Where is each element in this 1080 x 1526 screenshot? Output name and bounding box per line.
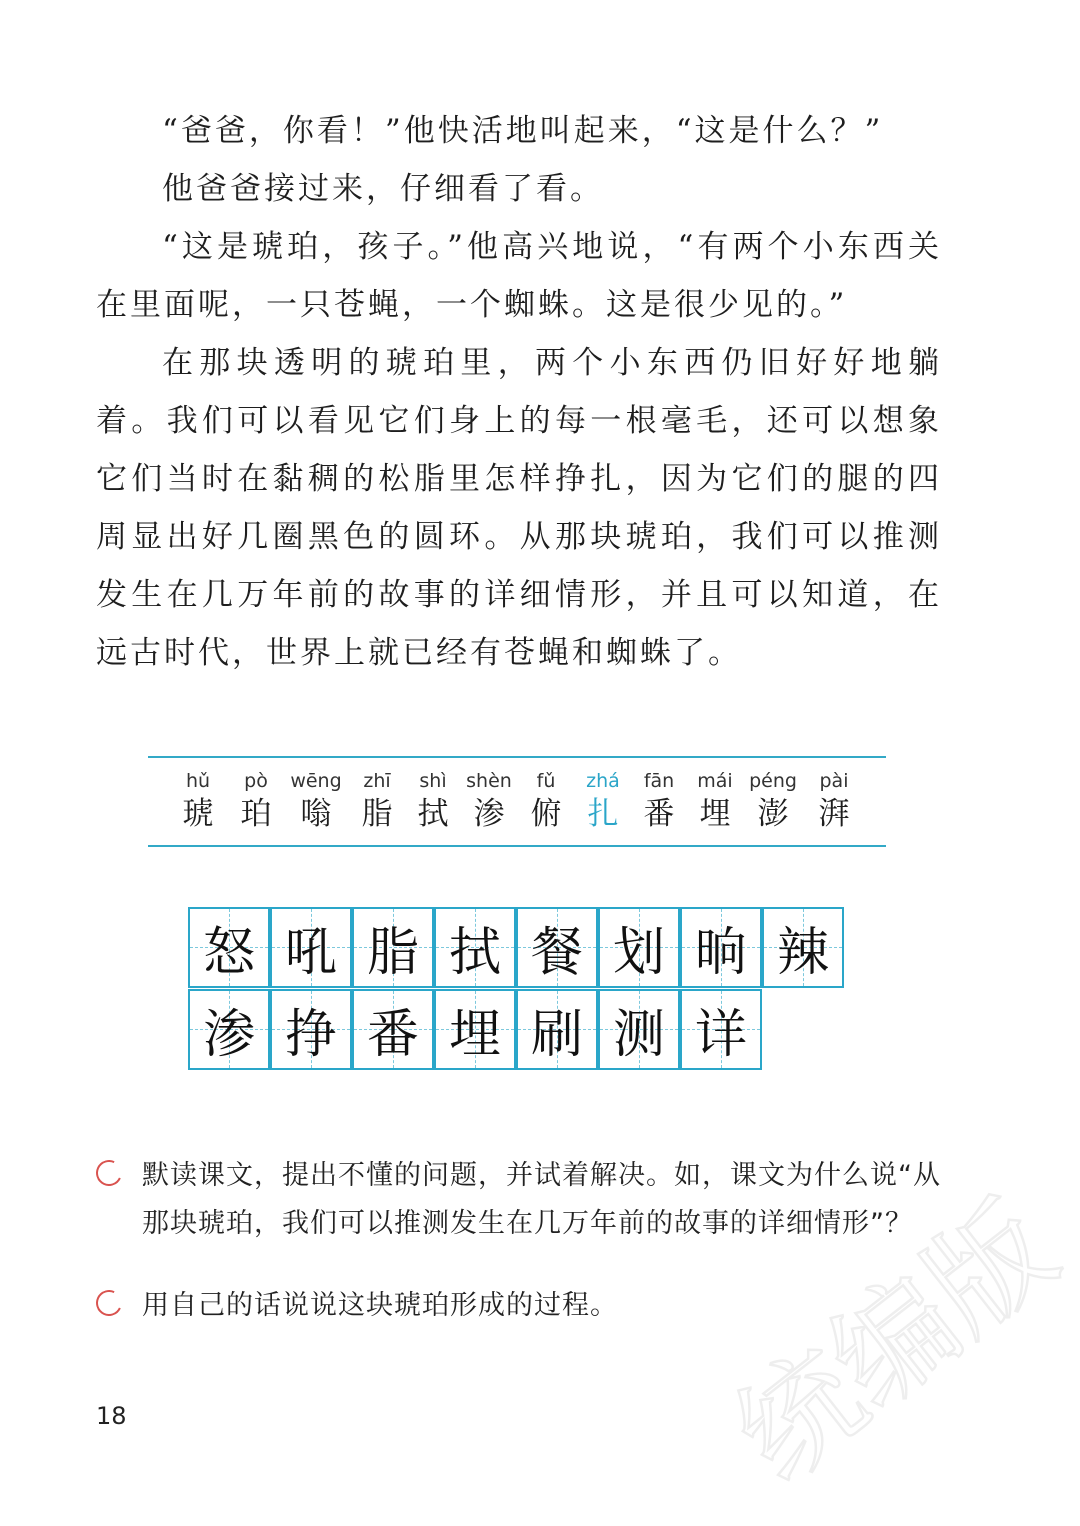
story-paragraph-1: “爸爸，你看！”他快活地叫起来，“这是什么？” (162, 113, 884, 149)
vocab-pinyin: wēng (290, 770, 342, 792)
grid-character: 拭 (448, 923, 501, 983)
grid-character: 详 (694, 1005, 747, 1065)
vocab-hanzi: 俯 (530, 796, 562, 832)
vocab-hanzi: 琥 (182, 796, 214, 832)
vocab-pinyin: hǔ (185, 770, 211, 792)
story-paragraph-3: “这是琥珀，孩子。”他高兴地说，“有两个小东西关在里面呢，一只苍蝇，一个蜘蛛。这是很少见的。” (96, 229, 942, 323)
writing-grid-cell (188, 907, 270, 988)
vocab-hanzi: 脂 (361, 796, 393, 832)
vocab-hanzi: 扎 (587, 796, 619, 832)
page-number: 18 (96, 1402, 127, 1430)
circle-bullet-icon (92, 1286, 125, 1319)
story-paragraph-4: 在那块透明的琥珀里，两个小东西仍旧好好地躺着。我们可以看见它们身上的每一根毫毛，还可以想象它们当时在黏稠的松脂里怎样挣扎，因为它们的腿的四周显出好几圈黑色的圆环。从那块琥珀，我们可以推测发生在几万年前的故事的详细情形，并且可以知道，在远古时代，世界上就已经有苍蝇和蜘蛛了。 (96, 345, 942, 671)
vocab-word-12 (799, 770, 869, 834)
grid-character: 怒 (202, 923, 255, 983)
vocab-word-11 (738, 770, 808, 834)
vocab-word-3 (281, 770, 351, 834)
watermark-logo (690, 1155, 1080, 1515)
vocab-hanzi: 澎 (757, 796, 789, 832)
vocab-hanzi: 渗 (473, 796, 505, 832)
vocab-hanzi: 埋 (699, 796, 731, 832)
vocabulary-bottom-rule (148, 845, 886, 847)
vocab-pinyin: zhá (586, 770, 620, 792)
writing-grid-cell (434, 989, 516, 1070)
vocab-pinyin: zhī (363, 770, 391, 792)
vocab-hanzi: 拭 (417, 796, 449, 832)
writing-grid-cell (352, 989, 434, 1070)
grid-character: 刷 (530, 1005, 583, 1065)
vocab-pinyin: mái (697, 770, 733, 792)
vocab-pinyin: pài (819, 770, 849, 792)
grid-character: 测 (612, 1005, 665, 1065)
grid-character: 脂 (366, 923, 419, 983)
task-text-2: 用自己的话说说这块琥珀形成的过程。 (142, 1290, 618, 1321)
vocab-hanzi: 珀 (240, 796, 272, 832)
grid-character: 划 (612, 923, 665, 983)
writing-grid-cell (762, 907, 844, 988)
writing-grid-cell (270, 907, 352, 988)
grid-character: 吼 (284, 923, 337, 983)
story-paragraph-2: 他爸爸接过来，仔细看了看。 (162, 171, 604, 207)
vocab-hanzi: 湃 (818, 796, 850, 832)
writing-grid-cell (598, 907, 680, 988)
vocab-pinyin: shì (419, 770, 447, 792)
grid-character: 挣 (284, 1005, 337, 1065)
circle-bullet-icon (92, 1156, 125, 1189)
writing-grid-cell (270, 989, 352, 1070)
writing-grid-cell (352, 907, 434, 988)
writing-grid-cell (516, 989, 598, 1070)
vocab-pinyin: fān (643, 770, 675, 792)
vocab-hanzi: 嗡 (300, 796, 332, 832)
vocab-pinyin: péng (749, 770, 797, 792)
grid-character: 番 (366, 1005, 419, 1065)
grid-character: 渗 (202, 1005, 255, 1065)
vocab-pinyin: pò (244, 770, 268, 792)
writing-grid-cell (680, 989, 762, 1070)
vocab-pinyin: shèn (466, 770, 512, 792)
writing-grid-cell (434, 907, 516, 988)
writing-grid-cell (680, 907, 762, 988)
watermark-text: 统编版 (711, 1176, 1080, 1509)
writing-grid-cell (516, 907, 598, 988)
vocab-hanzi: 番 (643, 796, 675, 832)
writing-grid-cell (188, 989, 270, 1070)
grid-character: 辣 (776, 923, 829, 983)
vocabulary-top-rule (148, 756, 886, 758)
writing-grid-cell (598, 989, 680, 1070)
grid-character: 餐 (530, 923, 583, 983)
vocab-pinyin: fǔ (536, 770, 556, 792)
grid-character: 埋 (448, 1005, 501, 1065)
task-text-1: 默读课文，提出不懂的问题，并试着解决。如，课文为什么说“从那块琥珀，我们可以推测发生在几万年前的故事的详细情形”？ (142, 1160, 941, 1239)
grid-character: 晌 (694, 923, 747, 983)
